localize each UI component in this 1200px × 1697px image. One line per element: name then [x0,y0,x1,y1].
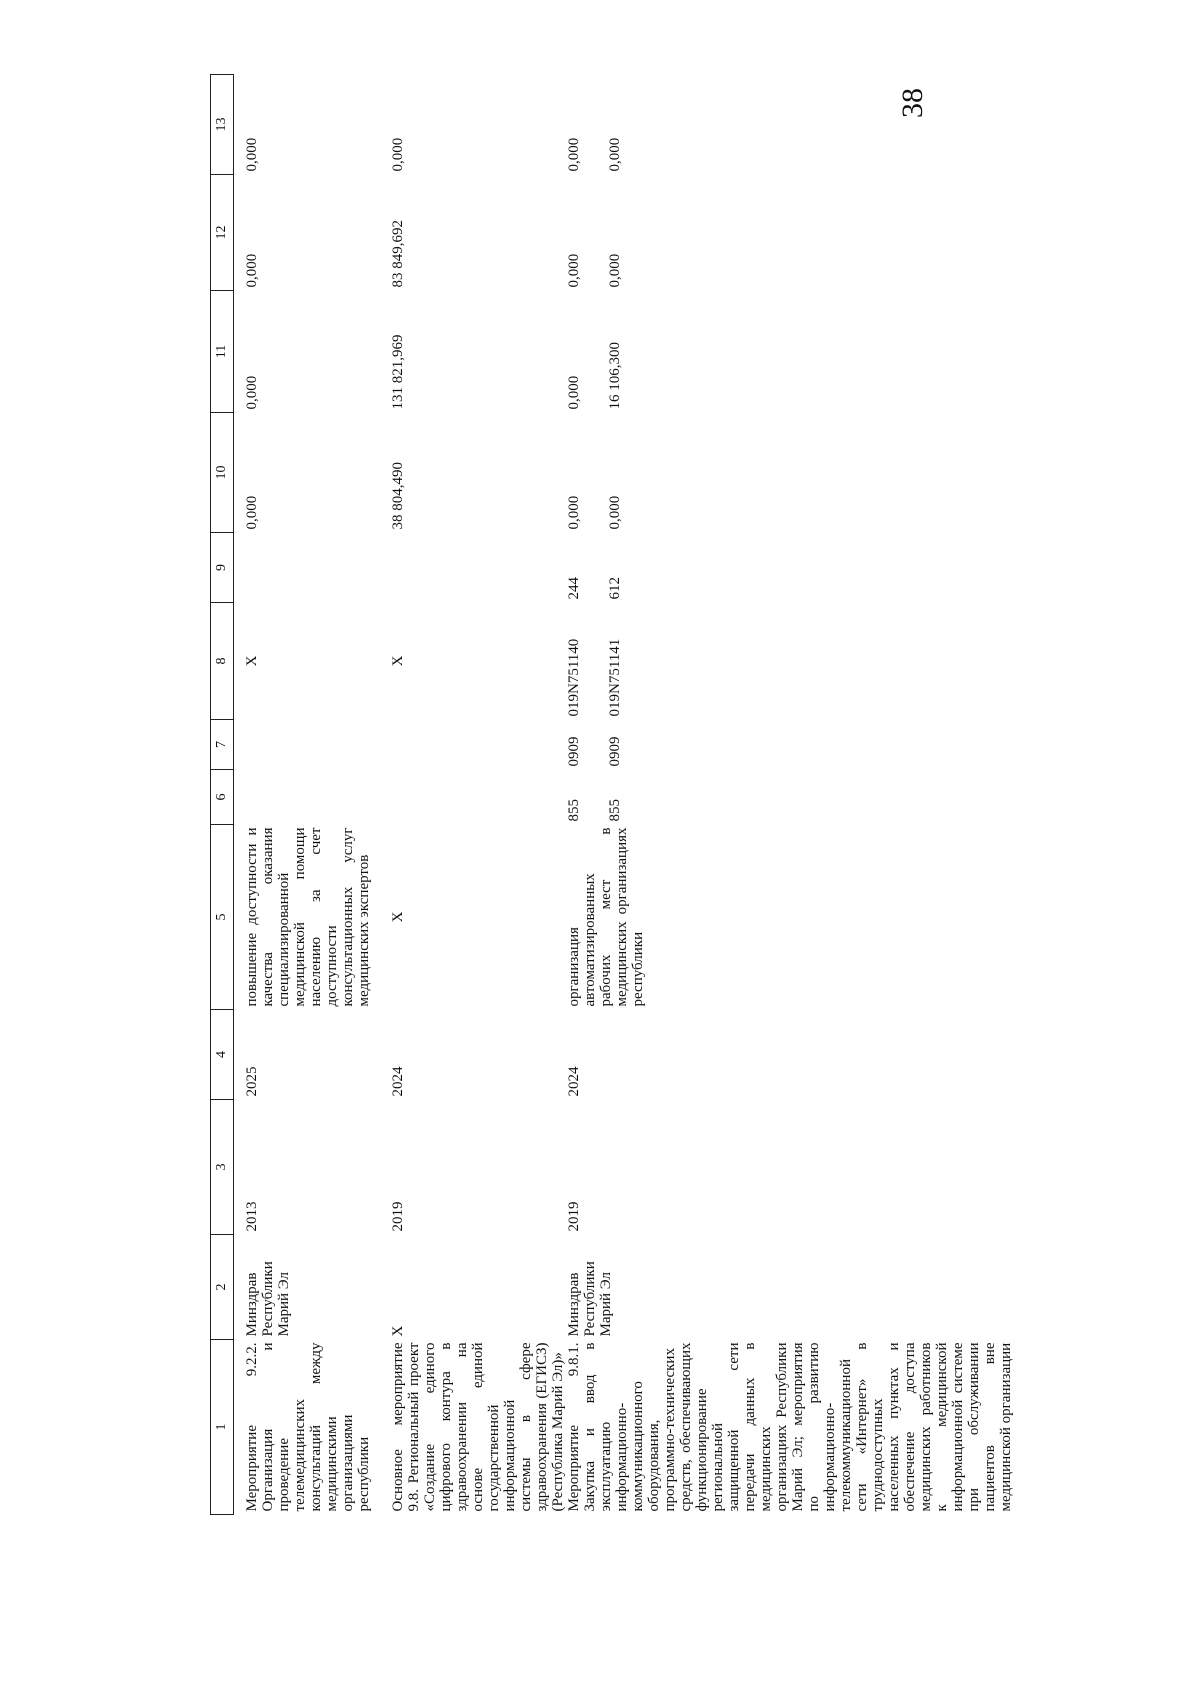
column-header: 2 [211,1235,234,1340]
grbs-code: 855 [566,799,582,822]
amount-col10: 0,000 [566,495,582,530]
table-row [244,75,390,1515]
amount-col11: 0,000 [566,375,582,410]
executor: Минздрав Республики Марий Эл [244,1261,292,1337]
section-code: 0909 [566,736,582,767]
executor: Минздрав Республики Марий Эл [566,1261,614,1337]
page-number: 38 [896,88,929,118]
rotated-table-container [210,75,1200,1515]
grbs-code: 855 [606,799,623,822]
amount-col13: 0,000 [244,137,260,172]
column-header: 3 [211,1100,234,1235]
amount-col11: 131 821,969 [390,334,406,410]
table-row [390,75,566,1515]
column-header: 13 [211,75,234,175]
amount-col13: 0,000 [606,137,623,172]
target-article: 019N751140 [566,638,582,717]
expense-type: 244 [566,577,582,600]
program-table [210,74,1014,1515]
table-row [566,75,607,1515]
amount-col12: 0,000 [566,253,582,288]
column-header: 5 [211,825,234,1010]
column-header: 12 [211,175,234,291]
column-header: 8 [211,603,234,720]
amount-col10: 0,000 [606,495,623,530]
expense-type [244,533,390,603]
start-year: 2013 [244,1201,260,1232]
amount-col10: 0,000 [244,495,260,530]
column-header: 7 [211,720,234,770]
column-header: 4 [211,1010,234,1100]
activity-name: Мероприятие 9.2.2. Организация и проведение телемедицинских консультаций между медицинскими организациями республики [244,1342,372,1512]
grbs-code [390,770,566,825]
executor: X [390,1325,406,1337]
start-year: 2019 [566,1201,582,1232]
section-code [244,720,390,770]
column-header: 10 [211,413,234,533]
grbs-code [244,770,390,825]
amount-col12: 0,000 [244,253,260,288]
target-article: X [244,655,260,667]
expense-type [390,533,566,603]
target-article: X [390,655,406,667]
amount-col13: 0,000 [390,137,406,172]
column-number-row [211,75,234,1515]
activity-name: Мероприятие 9.8.1. Закупка и ввод в эксплуатацию информационно-коммуникационного оборудования, программно-технических средств, обеспечивающих функционирование региональной защищенной сети передачи данных в медицинских организациях Республики Марий Эл; мероприятия по развитию информационно-телекоммуникационной сети «Интернет» в труднодоступных населенных пунктах и обеспечение доступа медицинских работников к медицинской информационной системе при обслуживании пациентов вне медицинской организации [566,1342,1014,1512]
column-header: 1 [211,1340,234,1515]
expense-type: 612 [606,577,623,600]
column-header: 9 [211,533,234,603]
start-year: 2019 [390,1201,406,1232]
end-year: 2025 [244,1066,260,1097]
column-header: 11 [211,291,234,413]
activity-name: Основное мероприятие 9.8. Региональный проект «Создание единого цифрового контура в здравоохранении на основе единой государственной информационной системы в сфере здравоохранения (ЕГИСЗ) (Республика Марий Эл)» [390,1342,566,1512]
end-year: 2024 [566,1066,582,1097]
end-year: 2024 [390,1066,406,1097]
expected-result: повышение доступности и качества оказания специализированной медицинской помощи населению за счет доступности консультационных услуг медицинских экспертов [244,827,372,1007]
amount-col10: 38 804,490 [390,462,406,530]
expected-result: организация автоматизированных рабочих мест в медицинских организациях республики [566,827,646,1007]
target-article: 019N751141 [606,638,623,717]
expected-result: X [390,911,406,923]
amount-col11: 0,000 [244,375,260,410]
amount-col13: 0,000 [566,137,582,172]
amount-col12: 0,000 [606,253,623,288]
amount-col12: 83 849,692 [390,220,406,288]
amount-col11: 16 106,300 [606,342,623,410]
section-code [390,720,566,770]
column-header: 6 [211,770,234,825]
section-code: 0909 [606,736,623,767]
